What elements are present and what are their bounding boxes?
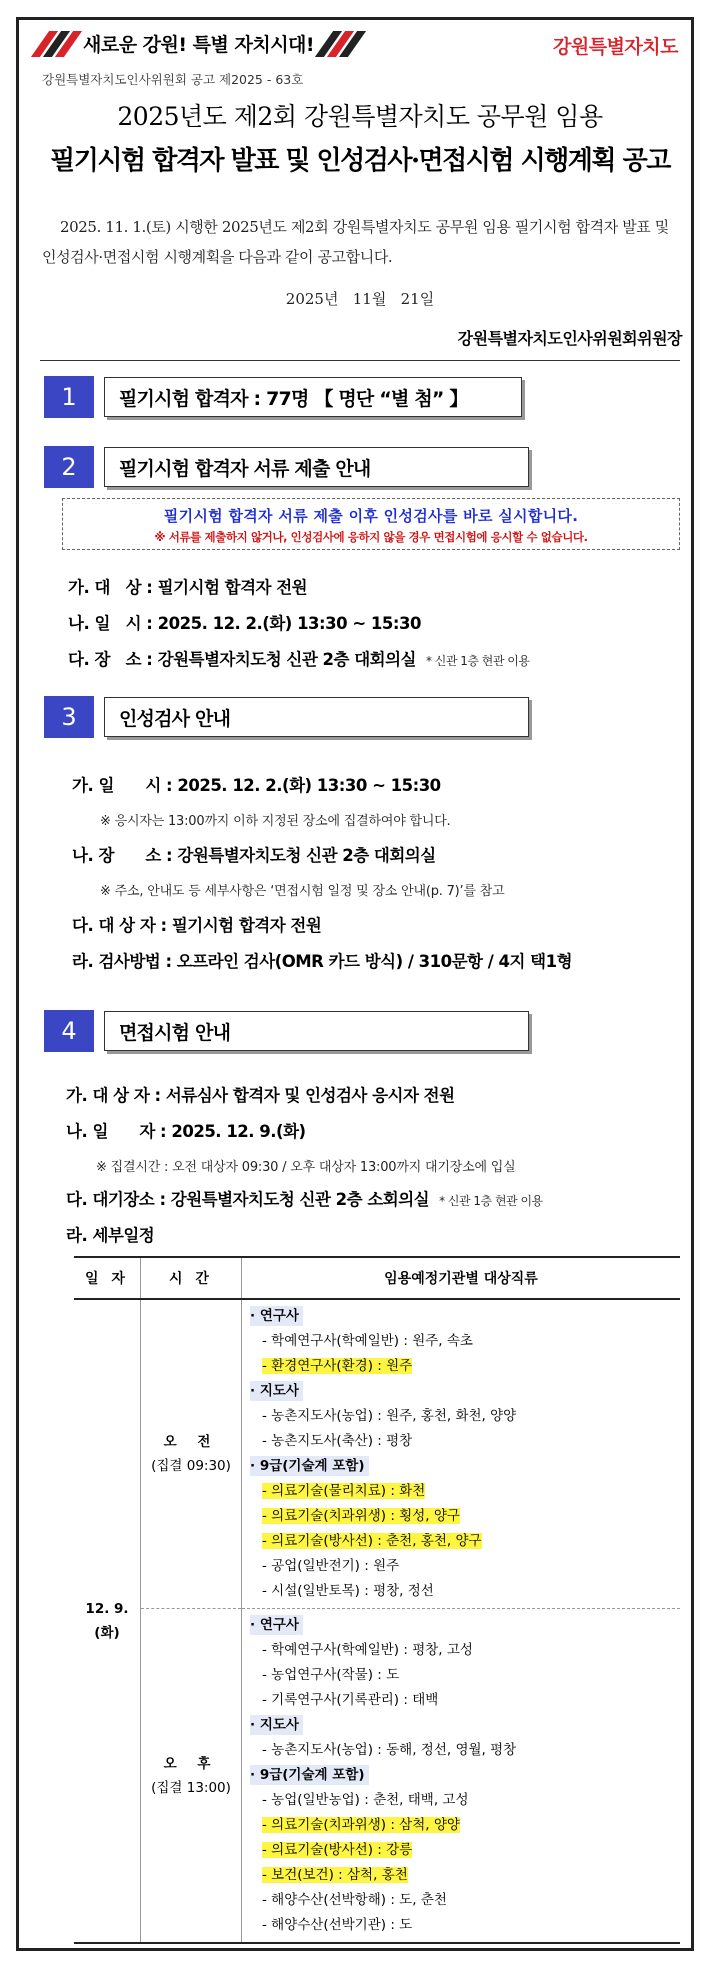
slogan bbox=[40, 30, 357, 57]
s2-place-note: * 신관 1층 현관 이용 bbox=[425, 654, 530, 668]
position-item: - 보건(보건) : 삼척, 홍천 bbox=[262, 1867, 408, 1883]
s3-place: 나. 장 소 : 강원특별자치도청 신관 2층 대회의실 bbox=[72, 846, 436, 865]
position-category: · 9급(기술계 포함) bbox=[250, 1454, 680, 1479]
position-category: · 지도사 bbox=[250, 1379, 680, 1404]
table-header-row bbox=[74, 1257, 680, 1299]
s3-datetime: 가. 일 시 : 2025. 12. 2.(화) 13:30 ~ 15:30 bbox=[72, 776, 441, 795]
notice-number: 강원특별자치도인사위원회 공고 제2025 - 63호 bbox=[42, 72, 304, 87]
position-item: - 농촌지도사(농업) : 동해, 정선, 영월, 평창 bbox=[262, 1742, 517, 1758]
position-item: - 농업(일반농업) : 춘천, 태백, 고성 bbox=[262, 1792, 469, 1808]
table-row-am bbox=[74, 1299, 680, 1609]
position-item: - 해양수산(선박기관) : 도 bbox=[262, 1917, 413, 1933]
s2-target: 가. 대 상 : 필기시험 합격자 전원 bbox=[68, 578, 308, 597]
section-number: 1 bbox=[44, 376, 94, 418]
position-category: · 연구사 bbox=[250, 1304, 680, 1329]
positions-am bbox=[242, 1299, 681, 1609]
section-number: 2 bbox=[44, 446, 94, 488]
s3-target: 다. 대 상 자 : 필기시험 합격자 전원 bbox=[72, 916, 322, 935]
positions-pm bbox=[242, 1609, 681, 1944]
position-item: - 의료기술(치과위생) : 삼척, 양양 bbox=[262, 1817, 460, 1833]
section-title: 면접시험 안내 bbox=[104, 1011, 529, 1051]
position-item: - 농업연구사(작물) : 도 bbox=[262, 1667, 400, 1683]
position-item: - 의료기술(방사선) : 강릉 bbox=[262, 1842, 413, 1858]
section-title: 필기시험 합격자 서류 제출 안내 bbox=[104, 447, 529, 487]
position-category: · 연구사 bbox=[250, 1613, 680, 1638]
section-title: 인성검사 안내 bbox=[104, 697, 529, 737]
issuer: 강원특별자치도인사위원회위원장 bbox=[457, 329, 682, 348]
position-item: - 시설(일반토목) : 평창, 정선 bbox=[262, 1583, 434, 1599]
interview-schedule-table bbox=[74, 1256, 680, 1944]
s3-datetime-note: ※ 응시자는 13:00까지 이하 지정된 장소에 집결하여야 합니다. bbox=[100, 814, 451, 829]
time-am: 오 전 (집결 09:30) bbox=[141, 1299, 242, 1609]
section-number: 4 bbox=[44, 1010, 94, 1052]
title-line-2: 필기시험 합격자 발표 및 인성검사·면접시험 시행계획 공고 bbox=[50, 146, 670, 176]
position-item: - 학예연구사(학예일반) : 원주, 속초 bbox=[262, 1333, 473, 1349]
s4-date: 나. 일 자 : 2025. 12. 9.(화) bbox=[66, 1122, 306, 1141]
title-line-1: 2025년도 제2회 강원특별자치도 공무원 임용 bbox=[117, 102, 603, 131]
header-date: 일 자 bbox=[74, 1257, 141, 1299]
position-item: - 의료기술(치과위생) : 횡성, 양구 bbox=[262, 1508, 460, 1524]
submission-notice-box bbox=[62, 498, 680, 550]
position-item: - 학예연구사(학예일반) : 평창, 고성 bbox=[262, 1642, 473, 1658]
position-item: - 의료기술(방사선) : 춘천, 홍천, 양구 bbox=[262, 1533, 482, 1549]
position-category: · 9급(기술계 포함) bbox=[250, 1763, 680, 1788]
section-3-heading bbox=[44, 696, 529, 738]
s4-waiting-place: 다. 대기장소 : 강원특별자치도청 신관 2층 소회의실 * 신관 1층 현관 이용 bbox=[66, 1190, 543, 1209]
top-banner bbox=[40, 28, 692, 62]
s2-datetime: 나. 일 시 : 2025. 12. 2.(화) 13:30 ~ 15:30 bbox=[68, 614, 421, 633]
section-title: 필기시험 합격자 : 77명 【 명단 “별 첨” 】 bbox=[104, 377, 522, 417]
position-item: - 공업(일반전기) : 원주 bbox=[262, 1558, 400, 1574]
position-category: · 지도사 bbox=[250, 1713, 680, 1738]
header-time: 시 간 bbox=[141, 1257, 242, 1299]
section-number: 3 bbox=[44, 696, 94, 738]
position-item: - 의료기술(물리치료) : 화천 bbox=[262, 1483, 426, 1499]
slogan-stripes-right bbox=[324, 31, 357, 57]
s3-method: 라. 검사방법 : 오프라인 검사(OMR 카드 방식) / 310문항 / 4지 택1형 bbox=[72, 952, 573, 971]
announcement-date: 2025년 11월 21일 bbox=[285, 290, 435, 308]
section-2-heading bbox=[44, 446, 529, 488]
schedule-day: 12. 9. (화) bbox=[74, 1299, 141, 1943]
s3-place-note: ※ 주소, 안내도 등 세부사항은 ‘면접시험 일정 및 장소 안내(p. 7)’를 참고 bbox=[100, 884, 505, 899]
slogan-text: 새로운 강원! 특별 자치시대! bbox=[83, 34, 315, 56]
s4-schedule-label: 라. 세부일정 bbox=[66, 1226, 155, 1245]
slogan-stripes-left bbox=[40, 31, 73, 57]
s2-place: 다. 장 소 : 강원특별자치도청 신관 2층 대회의실 * 신관 1층 현관 이용 bbox=[68, 650, 530, 669]
s4-place-note: * 신관 1층 현관 이용 bbox=[439, 1194, 543, 1208]
section-1-heading bbox=[44, 376, 522, 418]
position-item: - 기록연구사(기록관리) : 태백 bbox=[262, 1692, 439, 1708]
position-item: - 농촌지도사(농업) : 원주, 홍천, 화천, 양양 bbox=[262, 1408, 517, 1424]
s4-date-note: ※ 집결시간 : 오전 대상자 09:30 / 오후 대상자 13:00까지 대기장소에 입실 bbox=[96, 1160, 516, 1175]
gangwon-logo: 강원특별자치도 bbox=[553, 36, 678, 58]
divider bbox=[40, 360, 680, 361]
intro-paragraph: 2025. 11. 1.(토) 시행한 2025년도 제2회 강원특별자치도 공무원 임용 필기시험 합격자 발표 및 인성검사·면접시험 시행계획을 다음과 같이 공고합니다. bbox=[42, 218, 669, 266]
position-item: - 환경연구사(환경) : 원주 bbox=[262, 1358, 413, 1374]
position-item: - 농촌지도사(축산) : 평창 bbox=[262, 1433, 413, 1449]
table-row-pm bbox=[74, 1609, 680, 1944]
notice-blue: 필기시험 합격자 서류 제출 이후 인성검사를 바로 실시합니다. bbox=[163, 507, 579, 525]
s4-target: 가. 대 상 자 : 서류심사 합격자 및 인성검사 응시자 전원 bbox=[66, 1086, 455, 1105]
notice-red: ※ 서류를 제출하지 않거나, 인성검사에 응하지 않을 경우 면접시험에 응시할 수 없습니다. bbox=[154, 530, 588, 544]
position-item: - 해양수산(선박항해) : 도, 춘천 bbox=[262, 1892, 447, 1908]
time-pm: 오 후 (집결 13:00) bbox=[141, 1609, 242, 1944]
section-4-heading bbox=[44, 1010, 529, 1052]
header-positions: 임용예정기관별 대상직류 bbox=[242, 1257, 681, 1299]
